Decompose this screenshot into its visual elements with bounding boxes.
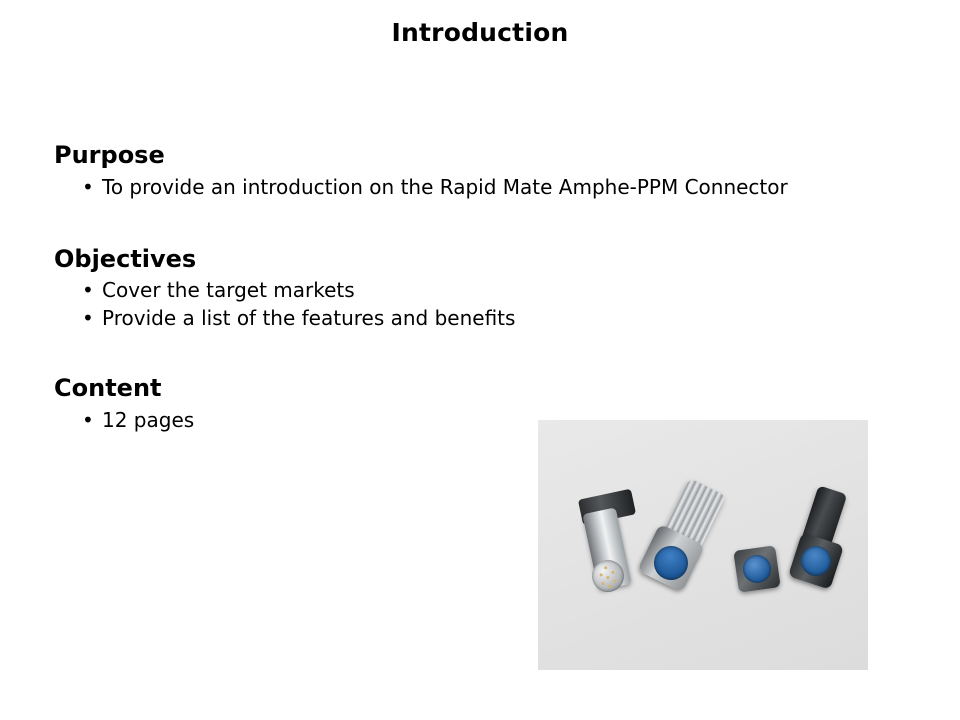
slide-body	[54, 142, 884, 443]
list-item	[54, 174, 842, 200]
list-item-text: To provide an introduction on the Rapid Mate Amphe-PPM Connector	[102, 174, 788, 199]
section-heading-objectives: Objectives	[54, 244, 197, 273]
list-item-text: 12 pages	[102, 407, 195, 432]
bullet-list-purpose	[54, 174, 884, 200]
bullet-list-objectives	[54, 277, 884, 331]
page-title: Introduction	[391, 18, 569, 47]
list-item	[54, 277, 842, 303]
connector-square-receptacle-face	[743, 555, 771, 583]
bullet-glyph: •	[82, 174, 94, 199]
section-purpose	[54, 142, 884, 200]
section-heading-purpose: Purpose	[54, 141, 165, 169]
spacer	[54, 210, 884, 246]
connector-photo	[538, 420, 868, 670]
section-heading-content: Content	[54, 374, 162, 403]
spacer	[54, 341, 884, 375]
bullet-glyph: •	[82, 407, 94, 432]
bullet-glyph: •	[82, 278, 94, 303]
list-item-text: Cover the target markets	[102, 278, 355, 303]
section-objectives	[54, 246, 884, 332]
bullet-glyph: •	[82, 306, 94, 331]
list-item-text: Provide a list of the features and benefits	[102, 306, 516, 331]
list-item	[54, 305, 842, 331]
